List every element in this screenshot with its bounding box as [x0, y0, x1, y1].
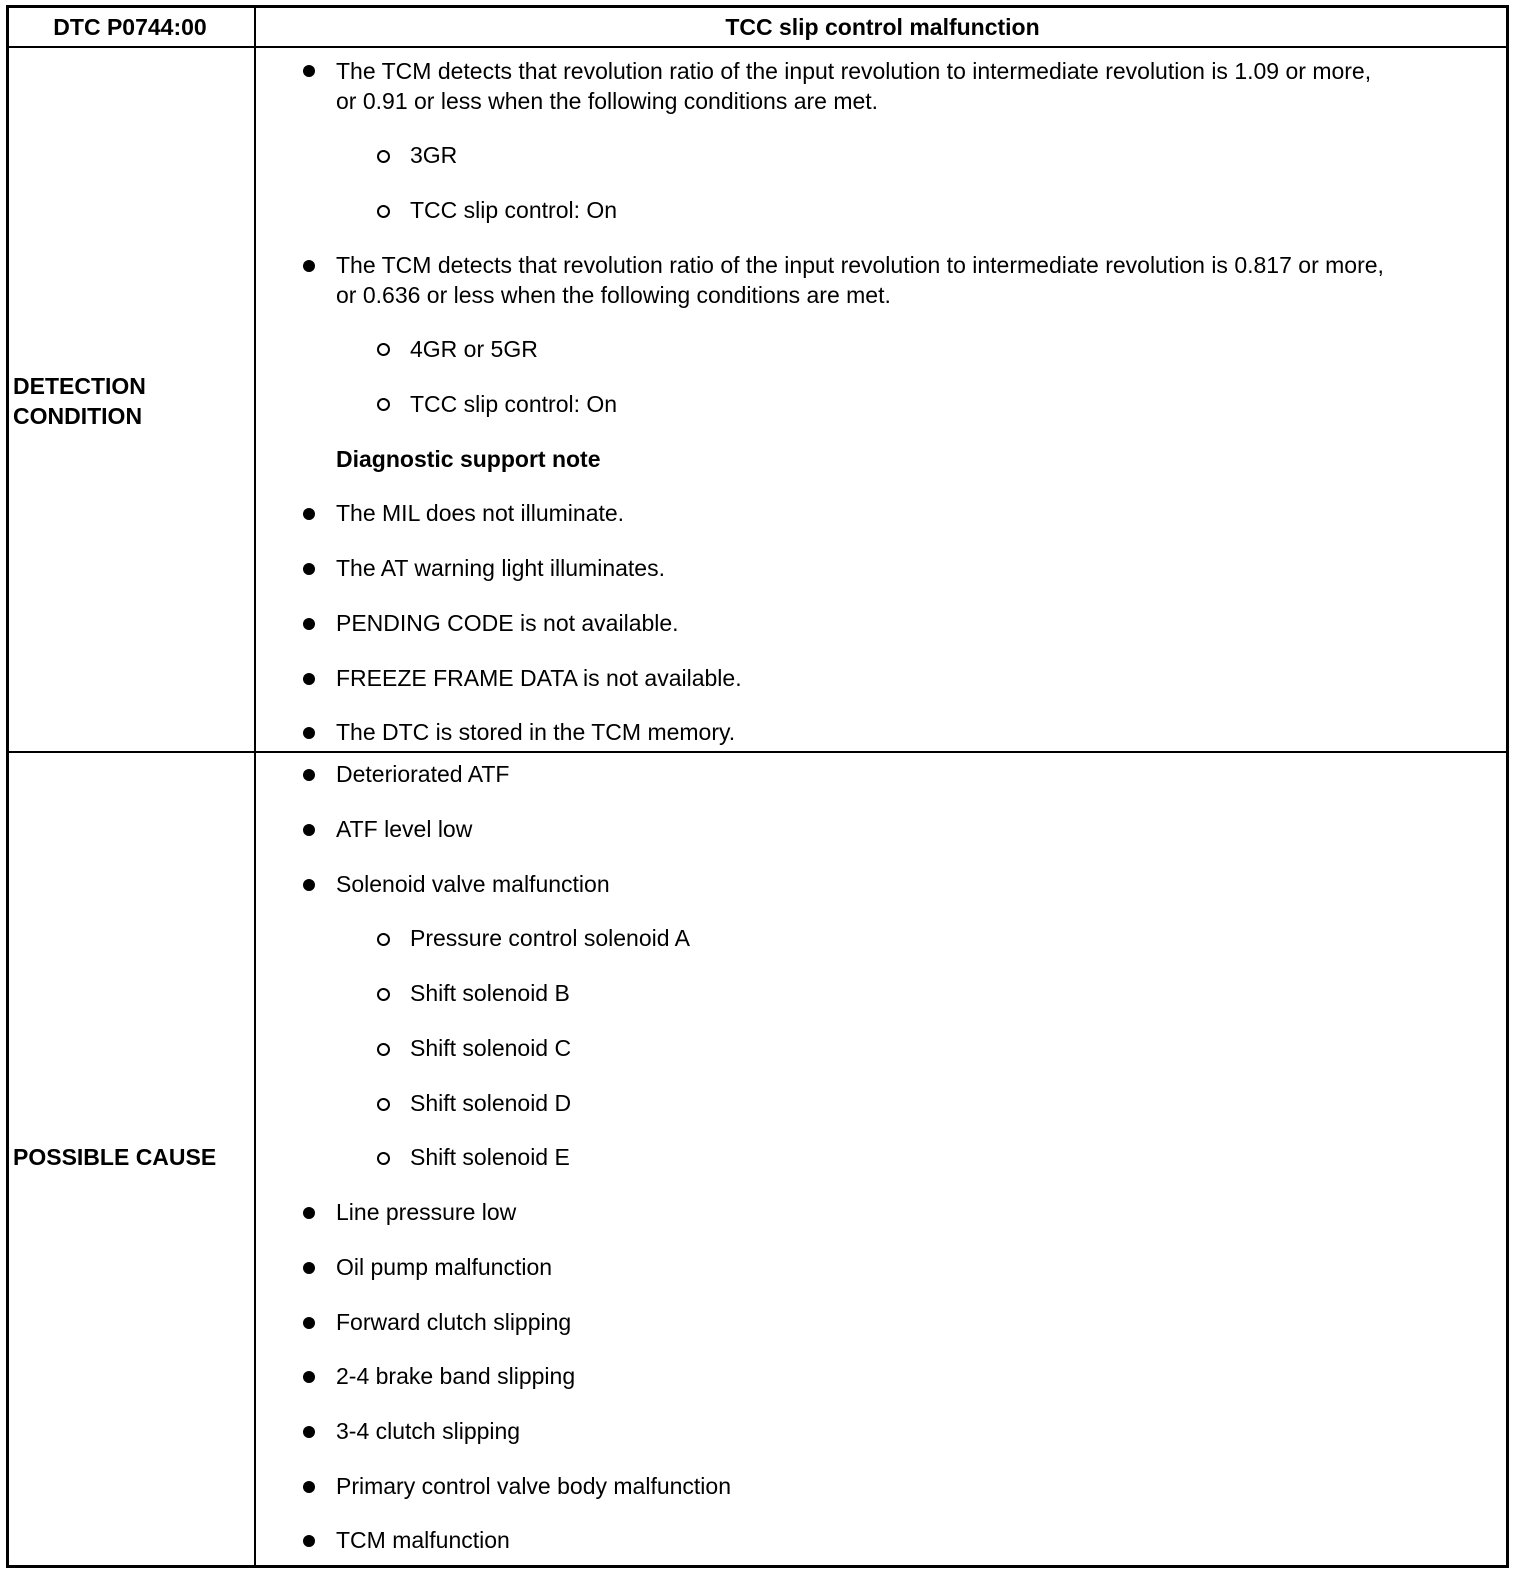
diagnostic-note: PENDING CODE is not available. [336, 610, 679, 636]
possible-cause-item: ATF level low [336, 816, 473, 842]
possible-cause-item: 2-4 brake band slipping [336, 1363, 576, 1389]
sub-bullet-icon [377, 343, 390, 356]
possible-cause-item: Primary control valve body malfunction [336, 1473, 731, 1499]
sub-bullet-icon [377, 1152, 390, 1165]
sub-bullet-icon [377, 1043, 390, 1056]
solenoid-item: Shift solenoid D [410, 1090, 572, 1116]
diagnostic-note-heading: Diagnostic support note [336, 446, 601, 472]
bullet-icon [303, 1535, 315, 1547]
possible-cause-item: Deteriorated ATF [336, 761, 510, 787]
diagnostic-note: FREEZE FRAME DATA is not available. [336, 665, 742, 691]
dtc-code: DTC P0744:00 [53, 14, 207, 40]
possible-cause-item: 3-4 clutch slipping [336, 1418, 521, 1444]
bullet-icon [303, 879, 315, 891]
header-divider [6, 46, 1509, 48]
detection-condition-2: The TCM detects that revolution ratio of the input revolution to intermediate revolution is 0.817 or more, or 0.636 or less when the following conditions are met. [336, 252, 1384, 308]
bullet-icon [303, 563, 315, 575]
bullet-icon [303, 1371, 315, 1383]
column-divider [254, 5, 256, 1568]
bullet-icon [303, 1426, 315, 1438]
solenoid-item: Shift solenoid E [410, 1144, 570, 1170]
solenoid-item: Shift solenoid B [410, 980, 570, 1006]
solenoid-item: Pressure control solenoid A [410, 925, 690, 951]
possible-cause-label: POSSIBLE CAUSE [13, 1144, 217, 1170]
dtc-table [6, 5, 1509, 1568]
detection-condition-1: The TCM detects that revolution ratio of the input revolution to intermediate revolution is 1.09 or more, or 0.91 or less when the following conditions are met. [336, 58, 1372, 114]
sub-bullet-icon [377, 988, 390, 1001]
possible-cause-item: Oil pump malfunction [336, 1254, 553, 1280]
bullet-icon [303, 824, 315, 836]
bullet-icon [303, 1207, 315, 1219]
detection-condition-label: DETECTION CONDITION [13, 373, 146, 429]
possible-cause-item: TCM malfunction [336, 1527, 510, 1553]
bullet-icon [303, 673, 315, 685]
diagnostic-note: The AT warning light illuminates. [336, 555, 665, 581]
possible-cause-item: Forward clutch slipping [336, 1309, 572, 1335]
possible-cause-item: Line pressure low [336, 1199, 517, 1225]
sub-bullet-icon [377, 205, 390, 218]
detection-subcondition: TCC slip control: On [410, 391, 618, 417]
possible-cause-item: Solenoid valve malfunction [336, 871, 610, 897]
sub-bullet-icon [377, 398, 390, 411]
bullet-icon [303, 769, 315, 781]
detection-subcondition: 3GR [410, 142, 458, 168]
detection-subcondition: 4GR or 5GR [410, 336, 538, 362]
bullet-icon [303, 1317, 315, 1329]
sub-bullet-icon [377, 150, 390, 163]
bullet-icon [303, 508, 315, 520]
diagnostic-note: The MIL does not illuminate. [336, 500, 625, 526]
bullet-icon [303, 1262, 315, 1274]
sub-bullet-icon [377, 933, 390, 946]
bullet-icon [303, 727, 315, 739]
sub-bullet-icon [377, 1098, 390, 1111]
row-divider [6, 751, 1509, 753]
dtc-title: TCC slip control malfunction [725, 14, 1040, 40]
bullet-icon [303, 1481, 315, 1493]
solenoid-item: Shift solenoid C [410, 1035, 572, 1061]
bullet-icon [303, 618, 315, 630]
bullet-icon [303, 65, 315, 77]
bullet-icon [303, 260, 315, 272]
detection-subcondition: TCC slip control: On [410, 197, 618, 223]
diagnostic-note: The DTC is stored in the TCM memory. [336, 719, 736, 745]
